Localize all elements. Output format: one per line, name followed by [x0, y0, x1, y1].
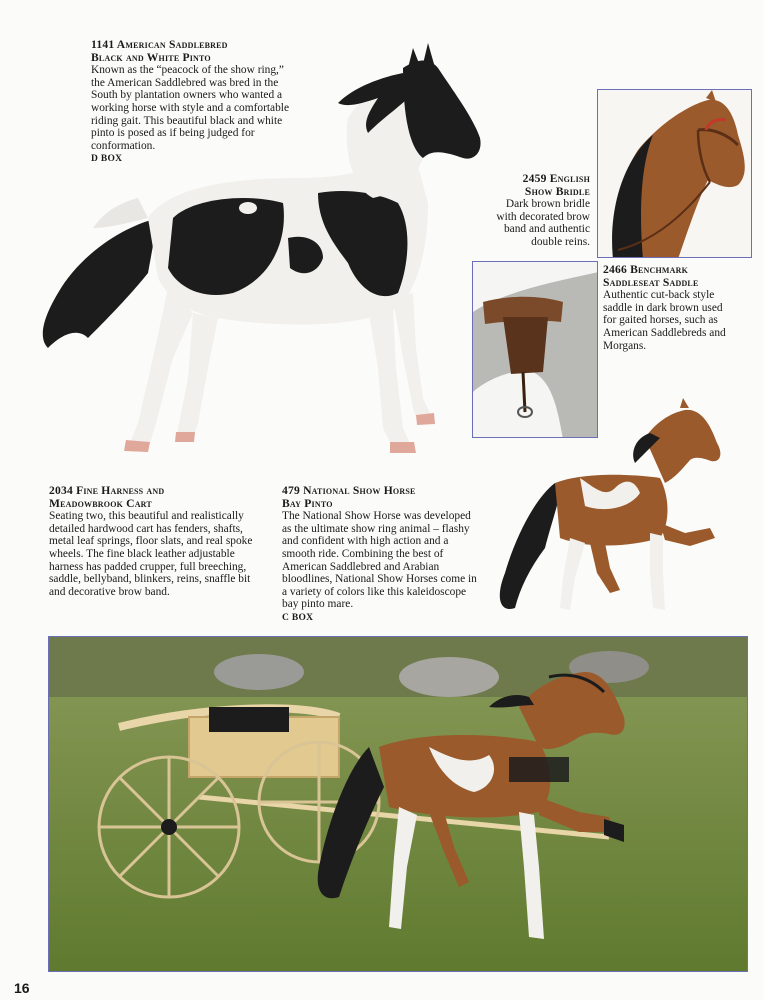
show-horse-photo: [485, 398, 745, 623]
item-harness-title-2: Meadowbrook Cart: [49, 496, 152, 510]
item-harness-blurb: [49, 485, 264, 598]
item-saddlebred-title-1: 1141 American Saddlebred: [91, 38, 228, 51]
item-showhorse-blurb: [282, 485, 482, 625]
item-showhorse-title-2: Bay Pinto: [282, 496, 333, 510]
item-harness-description: Seating two, this beautiful and realistically detailed hardwood cart has fenders, shafts, metal leaf springs, floor slats, and real spoke wheels. The fine black leather adjustable harness has padded crupper, full breeching, saddle, bellyband, blinkers, reins, snaffle bit and decorative brow band.: [49, 510, 253, 598]
cart-harness-photo: [48, 636, 748, 972]
item-bridle-title-2: Show Bridle: [524, 184, 590, 198]
page-number: 16: [14, 980, 30, 996]
item-bridle-title-1: 2459 English: [522, 172, 590, 185]
item-harness-title-1: 2034 Fine Harness and: [49, 484, 165, 497]
item-saddle-description: Authentic cut-back style saddle in dark brown used for gaited horses, such as American Saddlebreds and Morgans.: [603, 289, 726, 352]
item-saddle-title-1: 2466 Benchmark: [603, 263, 689, 276]
bridle-photo: [597, 89, 752, 258]
item-saddlebred-title-2: Black and White Pinto: [91, 50, 211, 64]
item-showhorse-box: C BOX: [282, 612, 314, 623]
saddlebred-pinto-photo: [18, 28, 488, 468]
item-saddlebred-description: Known as the “peacock of the show ring,” the American Saddlebred was bred in the South by plantation owners who wanted a working horse with style and a comfortable riding gait. This beautiful black and white pinto is posed as if being judged for conformation.: [91, 64, 290, 152]
item-saddle-blurb: [603, 264, 738, 352]
item-bridle-blurb: [490, 173, 590, 249]
item-saddlebred-box: D BOX: [91, 154, 123, 165]
item-bridle-description: Dark brown bridle with decorated brow band and authentic double reins.: [496, 198, 590, 248]
item-showhorse-title-1: 479 National Show Horse: [282, 484, 416, 497]
item-showhorse-description: The National Show Horse was developed as the ultimate show ring animal – flashy and confident with high action and a smooth ride. Combining the best of American Saddlebred and Arabian bloodlines, National Show Horses come in a variety of colors like this kaleidoscope bay pinto mare.: [282, 510, 477, 611]
item-saddle-title-2: Saddleseat Saddle: [603, 275, 699, 289]
